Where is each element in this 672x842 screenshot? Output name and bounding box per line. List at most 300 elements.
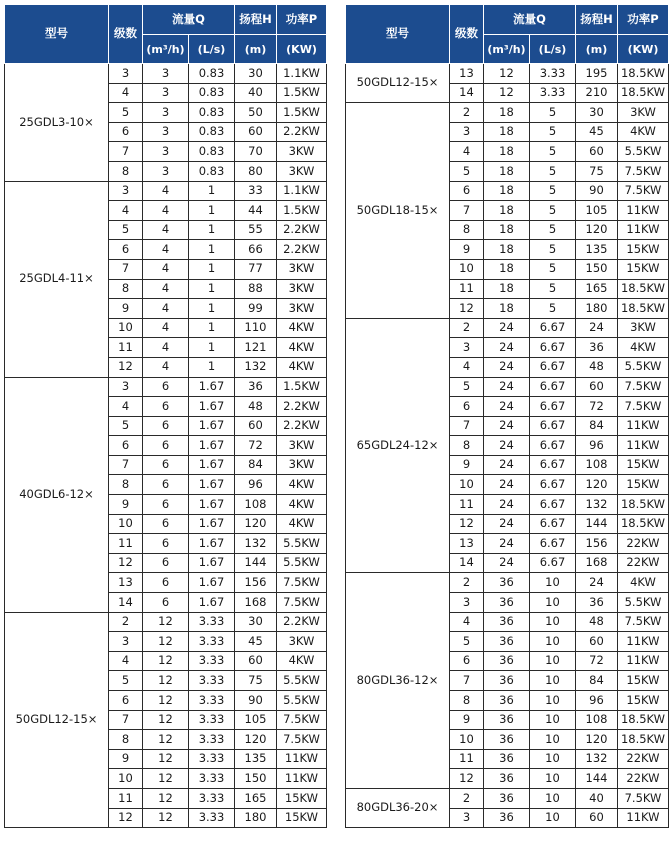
cell-head: 75 bbox=[235, 671, 277, 691]
cell-head: 210 bbox=[576, 83, 618, 103]
cell-flow-ls: 5 bbox=[530, 161, 576, 181]
cell-head: 88 bbox=[235, 279, 277, 299]
cell-flow-ls: 10 bbox=[530, 710, 576, 730]
header-power-unit: (KW) bbox=[618, 35, 669, 64]
cell-head: 60 bbox=[235, 651, 277, 671]
cell-power: 4KW bbox=[277, 475, 327, 495]
cell-stages: 9 bbox=[450, 240, 484, 260]
cell-head: 132 bbox=[576, 495, 618, 515]
cell-head: 195 bbox=[576, 64, 618, 84]
cell-flow-m3h: 4 bbox=[143, 318, 189, 338]
cell-model: 80GDL36-12× bbox=[346, 573, 450, 789]
cell-head: 70 bbox=[235, 142, 277, 162]
cell-power: 4KW bbox=[277, 651, 327, 671]
cell-power: 1.1KW bbox=[277, 181, 327, 201]
cell-head: 36 bbox=[576, 338, 618, 358]
cell-head: 75 bbox=[576, 161, 618, 181]
cell-flow-ls: 3.33 bbox=[189, 612, 235, 632]
cell-power: 3KW bbox=[277, 299, 327, 319]
cell-head: 60 bbox=[576, 377, 618, 397]
header-flow-unit-ls: (L/s) bbox=[189, 35, 235, 64]
cell-power: 15KW bbox=[277, 788, 327, 808]
cell-power: 7.5KW bbox=[618, 397, 669, 417]
cell-head: 44 bbox=[235, 201, 277, 221]
cell-flow-m3h: 12 bbox=[143, 788, 189, 808]
cell-head: 156 bbox=[576, 534, 618, 554]
cell-power: 11KW bbox=[618, 416, 669, 436]
cell-head: 24 bbox=[576, 573, 618, 593]
cell-head: 150 bbox=[235, 769, 277, 789]
cell-model: 50GDL12-15× bbox=[5, 612, 109, 828]
cell-flow-m3h: 36 bbox=[484, 730, 530, 750]
cell-flow-m3h: 6 bbox=[143, 377, 189, 397]
cell-power: 18.5KW bbox=[618, 64, 669, 84]
cell-flow-m3h: 6 bbox=[143, 553, 189, 573]
table-row bbox=[346, 573, 669, 593]
cell-stages: 7 bbox=[450, 416, 484, 436]
cell-flow-m3h: 4 bbox=[143, 220, 189, 240]
cell-flow-ls: 10 bbox=[530, 730, 576, 750]
cell-head: 165 bbox=[576, 279, 618, 299]
cell-power: 1.5KW bbox=[277, 103, 327, 123]
cell-head: 72 bbox=[576, 397, 618, 417]
cell-stages: 12 bbox=[109, 808, 143, 828]
cell-stages: 14 bbox=[450, 83, 484, 103]
cell-flow-ls: 6.67 bbox=[530, 318, 576, 338]
cell-flow-ls: 1 bbox=[189, 259, 235, 279]
cell-power: 15KW bbox=[618, 240, 669, 260]
cell-flow-m3h: 12 bbox=[143, 671, 189, 691]
cell-power: 18.5KW bbox=[618, 279, 669, 299]
cell-head: 150 bbox=[576, 259, 618, 279]
cell-flow-ls: 3.33 bbox=[530, 83, 576, 103]
cell-head: 105 bbox=[235, 710, 277, 730]
cell-stages: 5 bbox=[450, 632, 484, 652]
cell-flow-m3h: 12 bbox=[143, 749, 189, 769]
cell-stages: 13 bbox=[450, 64, 484, 84]
cell-head: 120 bbox=[576, 220, 618, 240]
cell-head: 108 bbox=[576, 710, 618, 730]
cell-flow-m3h: 24 bbox=[484, 318, 530, 338]
cell-head: 96 bbox=[576, 436, 618, 456]
cell-stages: 14 bbox=[450, 553, 484, 573]
cell-power: 3KW bbox=[277, 161, 327, 181]
cell-head: 60 bbox=[235, 416, 277, 436]
cell-power: 15KW bbox=[618, 455, 669, 475]
cell-stages: 8 bbox=[450, 436, 484, 456]
cell-flow-m3h: 4 bbox=[143, 240, 189, 260]
cell-flow-m3h: 36 bbox=[484, 573, 530, 593]
cell-power: 22KW bbox=[618, 769, 669, 789]
cell-flow-ls: 10 bbox=[530, 788, 576, 808]
cell-head: 30 bbox=[576, 103, 618, 123]
cell-stages: 6 bbox=[109, 240, 143, 260]
cell-flow-m3h: 24 bbox=[484, 436, 530, 456]
cell-head: 60 bbox=[576, 142, 618, 162]
cell-power: 2.2KW bbox=[277, 612, 327, 632]
header-model: 型号 bbox=[5, 5, 109, 64]
cell-head: 120 bbox=[235, 514, 277, 534]
cell-power: 3KW bbox=[618, 103, 669, 123]
cell-head: 108 bbox=[576, 455, 618, 475]
cell-stages: 6 bbox=[109, 122, 143, 142]
cell-flow-m3h: 18 bbox=[484, 240, 530, 260]
header-head: 扬程H bbox=[576, 5, 618, 35]
cell-flow-ls: 5 bbox=[530, 240, 576, 260]
cell-flow-ls: 1.67 bbox=[189, 416, 235, 436]
cell-flow-m3h: 3 bbox=[143, 142, 189, 162]
cell-stages: 6 bbox=[450, 181, 484, 201]
cell-power: 4KW bbox=[277, 357, 327, 377]
cell-head: 30 bbox=[235, 612, 277, 632]
cell-flow-ls: 1.67 bbox=[189, 495, 235, 515]
cell-flow-m3h: 4 bbox=[143, 201, 189, 221]
cell-power: 5.5KW bbox=[618, 357, 669, 377]
cell-flow-m3h: 18 bbox=[484, 259, 530, 279]
cell-flow-m3h: 6 bbox=[143, 475, 189, 495]
cell-flow-m3h: 36 bbox=[484, 651, 530, 671]
header-power: 功率P bbox=[618, 5, 669, 35]
cell-power: 7.5KW bbox=[618, 181, 669, 201]
cell-stages: 7 bbox=[109, 142, 143, 162]
cell-flow-ls: 6.67 bbox=[530, 495, 576, 515]
cell-stages: 9 bbox=[450, 455, 484, 475]
cell-head: 84 bbox=[235, 455, 277, 475]
cell-head: 45 bbox=[576, 122, 618, 142]
cell-head: 55 bbox=[235, 220, 277, 240]
cell-head: 60 bbox=[576, 632, 618, 652]
cell-stages: 5 bbox=[109, 671, 143, 691]
cell-power: 1.1KW bbox=[277, 64, 327, 84]
cell-flow-ls: 6.67 bbox=[530, 475, 576, 495]
cell-flow-ls: 6.67 bbox=[530, 397, 576, 417]
cell-power: 7.5KW bbox=[277, 710, 327, 730]
cell-flow-ls: 3.33 bbox=[189, 788, 235, 808]
cell-head: 40 bbox=[576, 788, 618, 808]
cell-power: 5.5KW bbox=[618, 593, 669, 613]
cell-stages: 5 bbox=[450, 161, 484, 181]
cell-flow-ls: 3.33 bbox=[189, 651, 235, 671]
cell-power: 2.2KW bbox=[277, 240, 327, 260]
cell-power: 5.5KW bbox=[277, 671, 327, 691]
cell-power: 7.5KW bbox=[618, 377, 669, 397]
cell-stages: 3 bbox=[450, 122, 484, 142]
cell-flow-ls: 10 bbox=[530, 632, 576, 652]
cell-flow-m3h: 12 bbox=[143, 651, 189, 671]
cell-power: 11KW bbox=[618, 632, 669, 652]
cell-power: 1.5KW bbox=[277, 201, 327, 221]
cell-flow-m3h: 18 bbox=[484, 220, 530, 240]
cell-stages: 8 bbox=[109, 475, 143, 495]
cell-flow-m3h: 3 bbox=[143, 64, 189, 84]
cell-power: 4KW bbox=[618, 573, 669, 593]
cell-head: 168 bbox=[235, 593, 277, 613]
cell-flow-ls: 10 bbox=[530, 593, 576, 613]
cell-power: 4KW bbox=[618, 338, 669, 358]
cell-head: 66 bbox=[235, 240, 277, 260]
cell-stages: 9 bbox=[109, 299, 143, 319]
cell-stages: 5 bbox=[450, 377, 484, 397]
cell-power: 11KW bbox=[277, 749, 327, 769]
cell-flow-m3h: 4 bbox=[143, 259, 189, 279]
cell-flow-m3h: 6 bbox=[143, 416, 189, 436]
cell-stages: 12 bbox=[450, 299, 484, 319]
cell-head: 60 bbox=[235, 122, 277, 142]
cell-flow-m3h: 6 bbox=[143, 573, 189, 593]
cell-flow-m3h: 24 bbox=[484, 338, 530, 358]
cell-flow-ls: 1.67 bbox=[189, 455, 235, 475]
cell-flow-ls: 0.83 bbox=[189, 64, 235, 84]
cell-flow-ls: 3.33 bbox=[189, 632, 235, 652]
cell-flow-m3h: 12 bbox=[143, 710, 189, 730]
cell-flow-m3h: 18 bbox=[484, 181, 530, 201]
cell-stages: 14 bbox=[109, 593, 143, 613]
cell-power: 2.2KW bbox=[277, 397, 327, 417]
cell-head: 96 bbox=[576, 691, 618, 711]
cell-power: 15KW bbox=[618, 671, 669, 691]
cell-power: 22KW bbox=[618, 553, 669, 573]
cell-flow-m3h: 12 bbox=[484, 83, 530, 103]
cell-head: 135 bbox=[576, 240, 618, 260]
table-row bbox=[346, 103, 669, 123]
header-flow: 流量Q bbox=[143, 5, 235, 35]
header-head-unit: (m) bbox=[576, 35, 618, 64]
cell-head: 33 bbox=[235, 181, 277, 201]
table-row bbox=[5, 64, 327, 84]
cell-power: 3KW bbox=[277, 632, 327, 652]
cell-flow-ls: 1 bbox=[189, 201, 235, 221]
cell-flow-m3h: 18 bbox=[484, 142, 530, 162]
cell-stages: 3 bbox=[450, 808, 484, 828]
cell-stages: 3 bbox=[450, 593, 484, 613]
cell-stages: 9 bbox=[109, 749, 143, 769]
cell-flow-m3h: 18 bbox=[484, 103, 530, 123]
cell-head: 90 bbox=[576, 181, 618, 201]
cell-flow-m3h: 4 bbox=[143, 279, 189, 299]
cell-power: 3KW bbox=[277, 259, 327, 279]
header-flow-unit-m3h: (m³/h) bbox=[143, 35, 189, 64]
cell-stages: 3 bbox=[109, 632, 143, 652]
cell-flow-m3h: 36 bbox=[484, 749, 530, 769]
cell-flow-ls: 3.33 bbox=[189, 691, 235, 711]
cell-stages: 6 bbox=[450, 651, 484, 671]
cell-flow-ls: 10 bbox=[530, 573, 576, 593]
cell-stages: 4 bbox=[109, 651, 143, 671]
cell-stages: 8 bbox=[109, 161, 143, 181]
cell-head: 45 bbox=[235, 632, 277, 652]
cell-flow-m3h: 4 bbox=[143, 357, 189, 377]
cell-stages: 11 bbox=[450, 495, 484, 515]
cell-stages: 4 bbox=[109, 397, 143, 417]
cell-flow-m3h: 24 bbox=[484, 357, 530, 377]
cell-power: 7.5KW bbox=[618, 612, 669, 632]
cell-stages: 2 bbox=[450, 103, 484, 123]
cell-flow-ls: 1.67 bbox=[189, 397, 235, 417]
cell-flow-ls: 6.67 bbox=[530, 436, 576, 456]
cell-power: 3KW bbox=[277, 436, 327, 456]
cell-flow-m3h: 24 bbox=[484, 495, 530, 515]
cell-flow-ls: 0.83 bbox=[189, 83, 235, 103]
cell-flow-m3h: 18 bbox=[484, 122, 530, 142]
cell-head: 72 bbox=[235, 436, 277, 456]
cell-flow-ls: 6.67 bbox=[530, 553, 576, 573]
cell-flow-ls: 10 bbox=[530, 671, 576, 691]
cell-flow-m3h: 24 bbox=[484, 514, 530, 534]
cell-flow-ls: 1 bbox=[189, 181, 235, 201]
cell-model: 25GDL4-11× bbox=[5, 181, 109, 377]
cell-stages: 10 bbox=[109, 318, 143, 338]
cell-model: 80GDL36-20× bbox=[346, 788, 450, 827]
cell-flow-m3h: 6 bbox=[143, 436, 189, 456]
cell-flow-m3h: 12 bbox=[143, 808, 189, 828]
cell-head: 48 bbox=[235, 397, 277, 417]
cell-stages: 9 bbox=[109, 495, 143, 515]
table-row bbox=[346, 64, 669, 84]
cell-stages: 8 bbox=[450, 691, 484, 711]
cell-stages: 11 bbox=[450, 749, 484, 769]
cell-stages: 13 bbox=[109, 573, 143, 593]
cell-flow-ls: 3.33 bbox=[189, 710, 235, 730]
cell-head: 135 bbox=[235, 749, 277, 769]
cell-flow-m3h: 36 bbox=[484, 632, 530, 652]
cell-head: 108 bbox=[235, 495, 277, 515]
cell-head: 72 bbox=[576, 651, 618, 671]
cell-flow-m3h: 12 bbox=[143, 730, 189, 750]
cell-stages: 2 bbox=[450, 788, 484, 808]
cell-head: 50 bbox=[235, 103, 277, 123]
cell-stages: 6 bbox=[109, 436, 143, 456]
cell-flow-m3h: 24 bbox=[484, 416, 530, 436]
cell-flow-ls: 1.67 bbox=[189, 593, 235, 613]
cell-power: 22KW bbox=[618, 534, 669, 554]
cell-flow-m3h: 4 bbox=[143, 299, 189, 319]
cell-stages: 7 bbox=[450, 671, 484, 691]
cell-flow-m3h: 12 bbox=[143, 612, 189, 632]
cell-power: 1.5KW bbox=[277, 83, 327, 103]
cell-flow-m3h: 6 bbox=[143, 593, 189, 613]
cell-power: 3KW bbox=[277, 279, 327, 299]
cell-flow-ls: 0.83 bbox=[189, 142, 235, 162]
header-stages: 级数 bbox=[450, 5, 484, 64]
cell-head: 36 bbox=[235, 377, 277, 397]
cell-flow-ls: 5 bbox=[530, 259, 576, 279]
cell-model: 50GDL18-15× bbox=[346, 103, 450, 319]
cell-head: 132 bbox=[235, 534, 277, 554]
table-row bbox=[346, 788, 669, 808]
cell-power: 5.5KW bbox=[277, 553, 327, 573]
cell-flow-ls: 10 bbox=[530, 691, 576, 711]
cell-power: 18.5KW bbox=[618, 299, 669, 319]
cell-flow-m3h: 3 bbox=[143, 122, 189, 142]
cell-flow-m3h: 24 bbox=[484, 397, 530, 417]
cell-power: 18.5KW bbox=[618, 514, 669, 534]
cell-power: 2.2KW bbox=[277, 220, 327, 240]
cell-stages: 11 bbox=[109, 788, 143, 808]
cell-flow-ls: 5 bbox=[530, 142, 576, 162]
cell-flow-ls: 1 bbox=[189, 240, 235, 260]
cell-stages: 5 bbox=[109, 416, 143, 436]
cell-stages: 11 bbox=[109, 534, 143, 554]
cell-flow-ls: 5 bbox=[530, 201, 576, 221]
cell-flow-ls: 1 bbox=[189, 338, 235, 358]
cell-head: 132 bbox=[235, 357, 277, 377]
cell-head: 180 bbox=[235, 808, 277, 828]
cell-power: 18.5KW bbox=[618, 83, 669, 103]
header-head: 扬程H bbox=[235, 5, 277, 35]
cell-flow-ls: 3.33 bbox=[189, 808, 235, 828]
cell-flow-m3h: 3 bbox=[143, 161, 189, 181]
cell-stages: 3 bbox=[109, 377, 143, 397]
cell-flow-m3h: 24 bbox=[484, 377, 530, 397]
cell-head: 168 bbox=[576, 553, 618, 573]
cell-flow-m3h: 24 bbox=[484, 455, 530, 475]
cell-flow-ls: 1.67 bbox=[189, 553, 235, 573]
cell-power: 3KW bbox=[277, 142, 327, 162]
cell-head: 120 bbox=[576, 475, 618, 495]
cell-power: 22KW bbox=[618, 749, 669, 769]
cell-head: 90 bbox=[235, 691, 277, 711]
cell-power: 15KW bbox=[618, 475, 669, 495]
cell-flow-m3h: 12 bbox=[143, 691, 189, 711]
cell-stages: 8 bbox=[109, 730, 143, 750]
cell-model: 50GDL12-15× bbox=[346, 64, 450, 103]
cell-power: 7.5KW bbox=[277, 593, 327, 613]
cell-flow-ls: 1 bbox=[189, 357, 235, 377]
cell-stages: 3 bbox=[109, 181, 143, 201]
cell-stages: 10 bbox=[450, 730, 484, 750]
cell-flow-m3h: 18 bbox=[484, 161, 530, 181]
cell-flow-m3h: 36 bbox=[484, 710, 530, 730]
cell-stages: 6 bbox=[450, 397, 484, 417]
cell-power: 11KW bbox=[618, 651, 669, 671]
cell-power: 18.5KW bbox=[618, 710, 669, 730]
cell-flow-ls: 5 bbox=[530, 103, 576, 123]
table-row bbox=[346, 318, 669, 338]
cell-power: 2.2KW bbox=[277, 122, 327, 142]
cell-power: 7.5KW bbox=[618, 788, 669, 808]
cell-flow-m3h: 6 bbox=[143, 534, 189, 554]
cell-head: 36 bbox=[576, 593, 618, 613]
cell-head: 120 bbox=[235, 730, 277, 750]
cell-flow-ls: 3.33 bbox=[189, 769, 235, 789]
cell-power: 5.5KW bbox=[618, 142, 669, 162]
cell-flow-ls: 3.33 bbox=[189, 671, 235, 691]
cell-head: 110 bbox=[235, 318, 277, 338]
cell-power: 11KW bbox=[618, 201, 669, 221]
cell-flow-ls: 0.83 bbox=[189, 122, 235, 142]
cell-flow-ls: 10 bbox=[530, 651, 576, 671]
cell-flow-m3h: 36 bbox=[484, 769, 530, 789]
cell-flow-ls: 1 bbox=[189, 318, 235, 338]
cell-flow-ls: 5 bbox=[530, 299, 576, 319]
cell-flow-ls: 1.67 bbox=[189, 514, 235, 534]
cell-flow-ls: 10 bbox=[530, 612, 576, 632]
cell-flow-m3h: 36 bbox=[484, 612, 530, 632]
cell-stages: 10 bbox=[109, 769, 143, 789]
cell-flow-m3h: 6 bbox=[143, 514, 189, 534]
header-model: 型号 bbox=[346, 5, 450, 64]
cell-power: 18.5KW bbox=[618, 495, 669, 515]
header-power: 功率P bbox=[277, 5, 327, 35]
cell-power: 7.5KW bbox=[277, 573, 327, 593]
cell-stages: 13 bbox=[450, 534, 484, 554]
cell-head: 121 bbox=[235, 338, 277, 358]
cell-head: 96 bbox=[235, 475, 277, 495]
cell-flow-m3h: 36 bbox=[484, 808, 530, 828]
cell-head: 144 bbox=[576, 769, 618, 789]
cell-stages: 8 bbox=[109, 279, 143, 299]
cell-flow-ls: 1 bbox=[189, 299, 235, 319]
